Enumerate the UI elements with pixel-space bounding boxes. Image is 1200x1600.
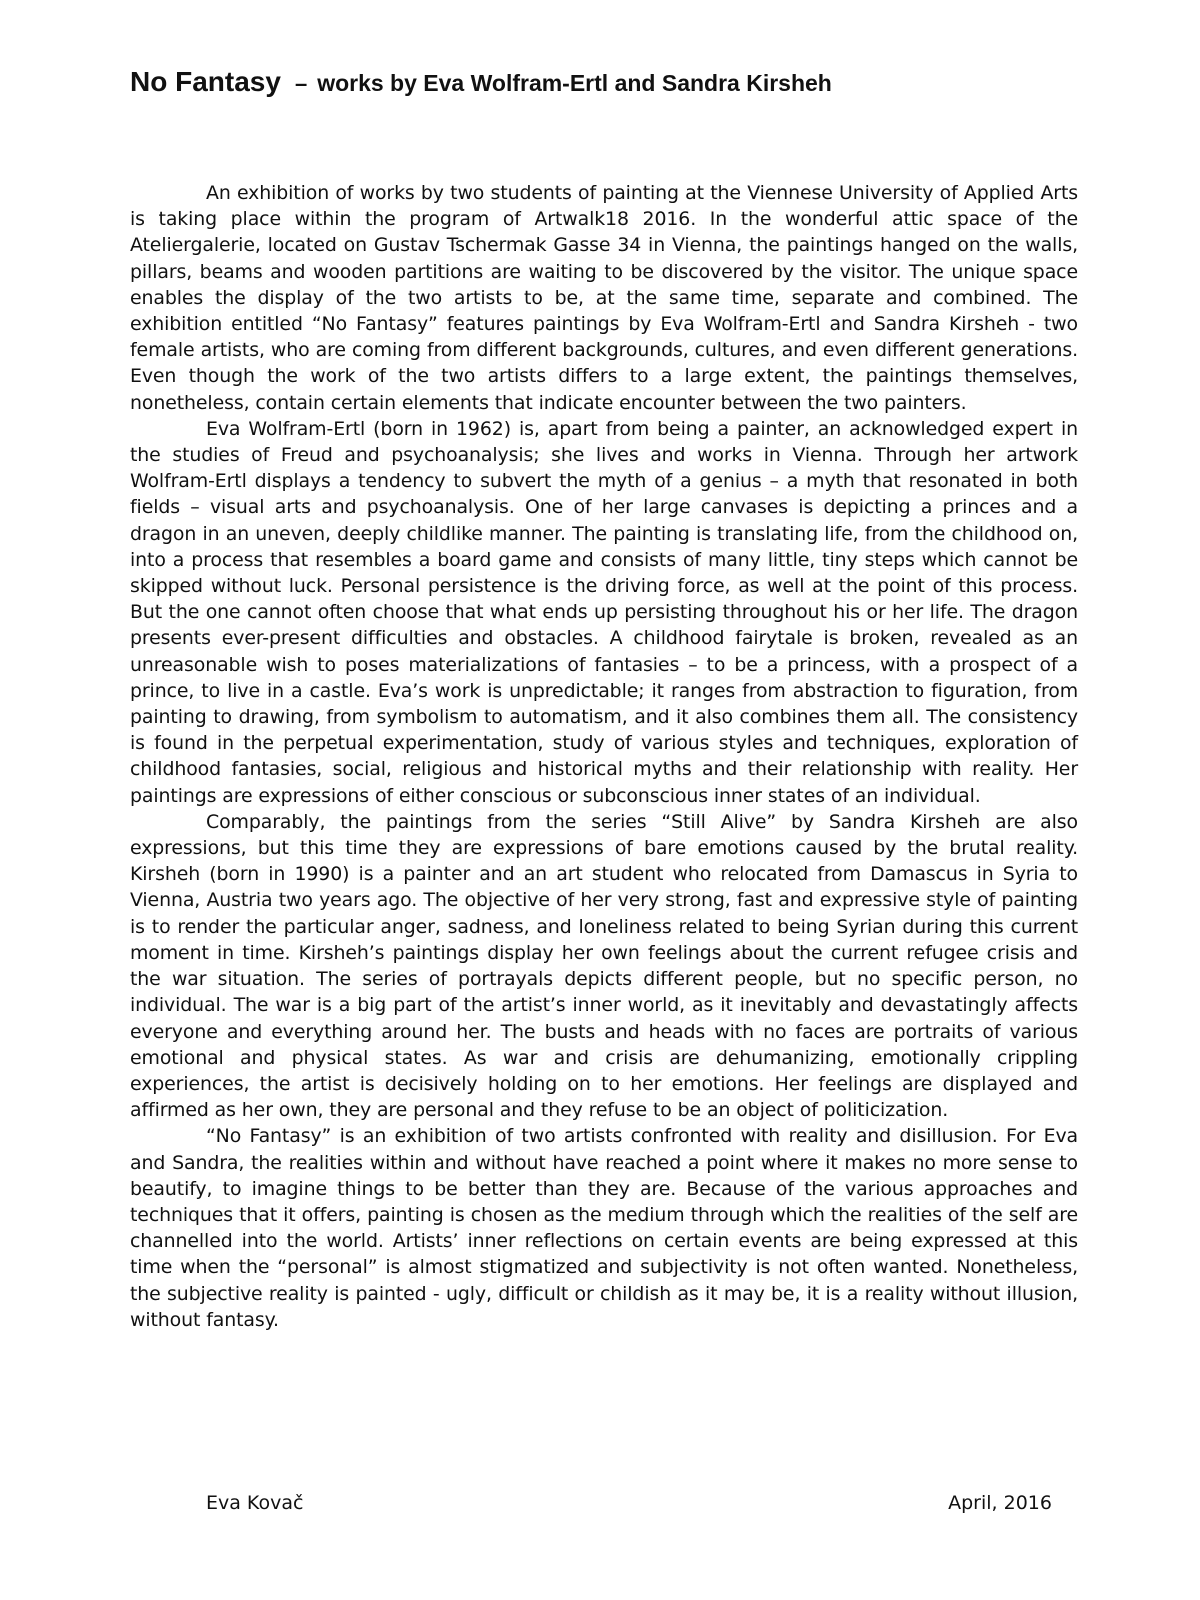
article-body (130, 180, 1078, 1333)
title-subtitle: works by Eva Wolfram-Ertl and Sandra Kirsheh (317, 70, 832, 96)
title-dash: – (294, 71, 308, 96)
title-main: No Fantasy (130, 66, 281, 97)
paragraph-sandra-kirsheh: Comparably, the paintings from the series “Still Alive” by Sandra Kirsheh are also expressions, but this time they are expressions of bare emotions caused by the brutal reality. Kirsheh (born in 1990) is a painter and an art student who relocated from Damascus in Syria to Vienna, Austria two years ago. The objective of her very strong, fast and expressive style of painting is to render the particular anger, sadness, and loneliness related to being Syrian during this current moment in time. Kirsheh’s paintings display her own feelings about the current refugee crisis and the war situation. The series of portrayals depicts different people, but no specific person, no individual. The war is a big part of the artist’s inner world, as it inevitably and devastatingly affects everyone and everything around her. The busts and heads with no faces are portraits of various emotional and physical states. As war and crisis are dehumanizing, emotionally crippling experiences, the artist is decisively holding on to her emotions. Her feelings are displayed and affirmed as her own, they are personal and they refuse to be an object of politicization. (130, 810, 1078, 1122)
paragraph-intro: An exhibition of works by two students of painting at the Viennese University of Applied Arts is taking place within the program of Artwalk18 2016. In the wonderful attic space of the Ateliergalerie, located on Gustav Tschermak Gasse 34 in Vienna, the paintings hanged on the walls, pillars, beams and wooden partitions are waiting to be discovered by the visitor. The unique space enables the display of the two artists to be, at the same time, separate and combined. The exhibition entitled “No Fantasy” features paintings by Eva Wolfram-Ertl and Sandra Kirsheh - two female artists, who are coming from different backgrounds, cultures, and even different generations. Even though the work of the two artists differs to a large extent, the paintings themselves, nonetheless, contain certain elements that indicate encounter between the two painters. (130, 182, 1078, 414)
author-signature: Eva Kovač (206, 1492, 304, 1514)
page-title (130, 68, 832, 96)
document-date: April, 2016 (948, 1492, 1052, 1514)
paragraph-conclusion: “No Fantasy” is an exhibition of two artists confronted with reality and disillusion. For Eva and Sandra, the realities within and without have reached a point where it makes no more sense to beautify, to imagine things to be better than they are. Because of the various approaches and techniques that it offers, painting is chosen as the medium through which the realities of the self are channelled into the world. Artists’ inner reflections on certain events are being expressed at this time when the “personal” is almost stigmatized and subjectivity is not often wanted. Nonetheless, the subjective reality is painted - ugly, difficult or childish as it may be, it is a reality without illusion, without fantasy. (130, 1125, 1078, 1331)
paragraph-eva-wolfram-ertl: Eva Wolfram-Ertl (born in 1962) is, apart from being a painter, an acknowledged expert in the studies of Freud and psychoanalysis; she lives and works in Vienna. Through her artwork Wolfram-Ertl displays a tendency to subvert the myth of a genius – a myth that resonated in both fields – visual arts and psychoanalysis. One of her large canvases is depicting a princes and a dragon in an uneven, deeply childlike manner. The painting is translating life, from the childhood on, into a process that resembles a board game and consists of many little, tiny steps which cannot be skipped without luck. Personal persistence is the driving force, as well at the point of this process. But the one cannot often choose that what ends up persisting throughout his or her life. The dragon presents ever-present difficulties and obstacles. A childhood fairytale is broken, revealed as an unreasonable wish to poses materializations of fantasies – to be a princess, with a prospect of a prince, to live in a castle. Eva’s work is unpredictable; it ranges from abstraction to figuration, from painting to drawing, from symbolism to automatism, and it also combines them all. The consistency is found in the perpetual experimentation, study of various styles and techniques, exploration of childhood fantasies, social, religious and historical myths and their relationship with reality. Her paintings are expressions of either conscious or subconscious inner states of an individual. (130, 417, 1078, 807)
